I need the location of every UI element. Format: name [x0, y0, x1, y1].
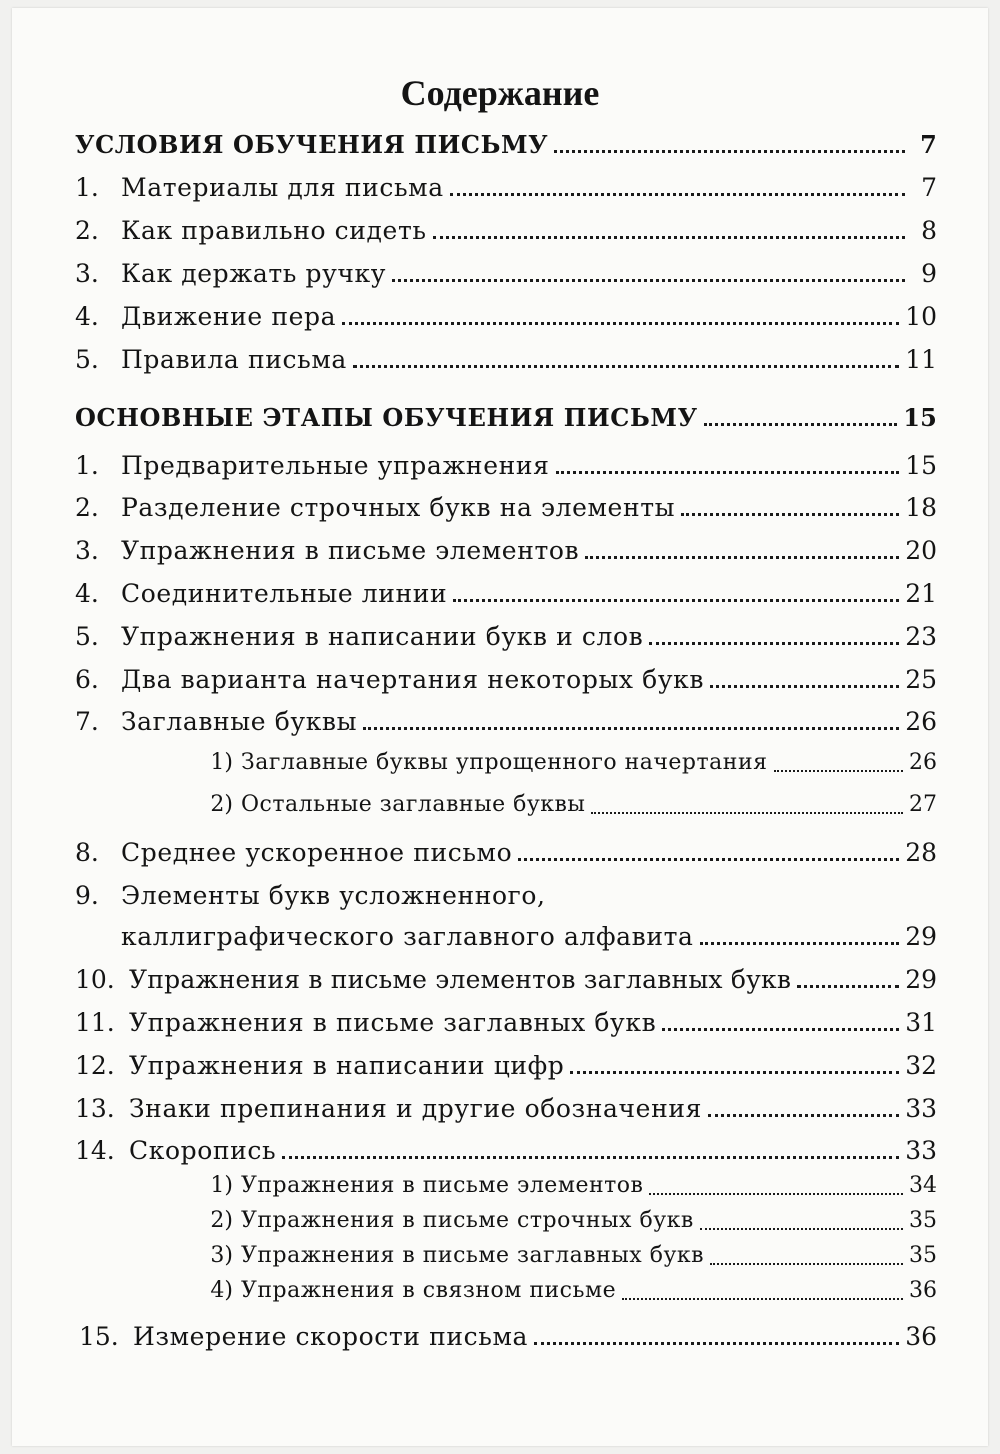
toc-page-number: 35 [909, 1243, 937, 1268]
toc-section-conditions[interactable] [75, 120, 937, 160]
toc-entry-number: 2) [210, 1208, 233, 1233]
toc-entry-number: 5. [75, 345, 99, 374]
toc-page-number: 9 [921, 259, 937, 288]
toc-entry-number: 8. [75, 838, 99, 867]
dot-leader [570, 1071, 899, 1074]
toc-subentry[interactable] [193, 1266, 937, 1306]
toc-entry-label: Заглавные буквы упрощенного начертания [241, 750, 768, 775]
toc-entry-number: 10. [75, 965, 115, 994]
toc-entry-number: 1. [75, 173, 99, 202]
toc-entry-label: УСЛОВИЯ ОБУЧЕНИЯ ПИСЬМУ [75, 130, 549, 159]
toc-entry-label: Измерение скорости письма [133, 1322, 529, 1351]
toc-entry[interactable] [75, 697, 937, 737]
toc-entry-label: Остальные заглавные буквы [241, 792, 586, 817]
toc-page-number: 10 [905, 302, 937, 331]
toc-entry-number: 4. [75, 579, 99, 608]
toc-entry-continuation[interactable] [75, 912, 937, 952]
toc-page-number: 27 [909, 792, 937, 817]
toc-entry-label: ОСНОВНЫЕ ЭТАПЫ ОБУЧЕНИЯ ПИСЬМУ [75, 403, 698, 432]
toc-entry-number: 11. [75, 1008, 115, 1037]
dot-leader [433, 236, 905, 239]
toc-page-number: 31 [905, 1008, 937, 1037]
toc-page-number: 8 [921, 216, 937, 245]
page-title: Содержание [400, 73, 600, 113]
toc-entry-label: Упражнения в письме заглавных букв [129, 1008, 657, 1037]
toc-entry[interactable] [75, 612, 937, 652]
toc-entry[interactable] [75, 163, 937, 203]
toc-entry-number: 14. [75, 1136, 115, 1165]
toc-entry[interactable] [75, 828, 937, 868]
toc-section-main-stages[interactable] [75, 393, 937, 433]
toc-page-number: 7 [920, 130, 937, 159]
dot-leader [556, 471, 900, 474]
toc-entry-number: 3. [75, 259, 99, 288]
dot-leader [704, 423, 898, 426]
toc-entry[interactable] [75, 1126, 937, 1166]
toc-entry-label: Разделение строчных букв на элементы [121, 493, 676, 522]
toc-entry-number: 1. [75, 451, 99, 480]
dot-leader [708, 1114, 899, 1117]
toc-subentry[interactable] [193, 738, 937, 778]
toc-page-number: 34 [909, 1173, 937, 1198]
toc-page-number: 28 [905, 838, 937, 867]
toc-entry[interactable] [75, 569, 937, 609]
dot-leader [662, 1028, 899, 1031]
toc-page-number: 33 [905, 1136, 937, 1165]
toc-entry-label: Предварительные упражнения [121, 451, 550, 480]
toc-entry-label: Упражнения в письме элементов [241, 1173, 644, 1198]
dot-leader [622, 1298, 903, 1300]
toc-page-number: 23 [905, 622, 937, 651]
toc-entry-number: 9. [75, 881, 99, 910]
toc-entry-number: 15. [79, 1322, 119, 1351]
toc-entry-number: 3. [75, 536, 99, 565]
toc-entry-number: 6. [75, 665, 99, 694]
toc-page-number: 26 [909, 750, 937, 775]
dot-leader [774, 770, 903, 772]
toc-entry[interactable] [75, 441, 937, 481]
dot-leader [353, 365, 899, 368]
toc-entry[interactable] [75, 1041, 937, 1081]
toc-entry-number: 2) [210, 792, 233, 817]
toc-page-number: 15 [903, 403, 937, 432]
toc-entry[interactable] [75, 655, 937, 695]
dot-leader [710, 685, 899, 688]
toc-page-number: 36 [909, 1278, 937, 1303]
toc-entry[interactable] [75, 249, 937, 289]
dot-leader [453, 599, 899, 602]
toc-entry-number: 2. [75, 216, 99, 245]
toc-entry-label: Как держать ручку [121, 259, 387, 288]
toc-entry-label: Упражнения в написании цифр [129, 1051, 565, 1080]
toc-entry-label: Упражнения в письме элементов заглавных букв [129, 965, 792, 994]
toc-entry-number: 5. [75, 622, 99, 651]
toc-page-number: 32 [905, 1051, 937, 1080]
toc-entry-label: Упражнения в написании букв и слов [121, 622, 644, 651]
toc-entry-label: каллиграфического заглавного алфавита [121, 922, 694, 951]
toc-entry-label: Элементы букв усложненного, [121, 881, 546, 910]
toc-subentry[interactable] [193, 1161, 937, 1201]
dot-leader [710, 1263, 903, 1265]
dot-leader [649, 1193, 903, 1195]
toc-entry-number: 3) [210, 1243, 233, 1268]
toc-page-number: 11 [905, 345, 937, 374]
toc-entry-number: 2. [75, 493, 99, 522]
toc-page-number: 25 [905, 665, 937, 694]
toc-entry-number: 4. [75, 302, 99, 331]
toc-subentry[interactable] [193, 1231, 937, 1271]
toc-entry-number: 1) [210, 750, 233, 775]
dot-leader [282, 1156, 899, 1159]
toc-entry[interactable] [75, 292, 937, 332]
toc-page-number: 35 [909, 1208, 937, 1233]
toc-entry-label: Два варианта начертания некоторых букв [121, 665, 705, 694]
toc-entry-label: Как правильно сидеть [121, 216, 427, 245]
dot-leader [585, 556, 899, 559]
dot-leader [591, 812, 903, 814]
toc-entry-label: Материалы для письма [121, 173, 444, 202]
toc-entry[interactable] [75, 335, 937, 375]
dot-leader [518, 858, 899, 861]
toc-entry-label: Скоропись [129, 1136, 277, 1165]
toc-entry-label: Упражнения в письме заглавных букв [241, 1243, 705, 1268]
dot-leader [392, 279, 905, 282]
toc-entry-label: Упражнения в связном письме [241, 1278, 617, 1303]
dot-leader [363, 727, 899, 730]
dot-leader [450, 193, 905, 196]
toc-entry-first-line[interactable] [75, 871, 937, 911]
toc-entry[interactable] [75, 206, 937, 246]
toc-entry-number: 4) [210, 1278, 233, 1303]
toc-entry[interactable] [75, 526, 937, 566]
dot-leader [649, 642, 899, 645]
toc-entry-label: Знаки препинания и другие обозначения [129, 1094, 702, 1123]
toc-entry-label: Движение пера [121, 302, 337, 331]
toc-entry-label: Среднее ускоренное письмо [121, 838, 513, 867]
toc-page-number: 7 [921, 173, 937, 202]
toc-subentry[interactable] [193, 1196, 937, 1236]
dot-leader [534, 1342, 899, 1345]
toc-entry-label: Упражнения в письме строчных букв [241, 1208, 694, 1233]
toc-entry[interactable] [75, 998, 937, 1038]
toc-subentry[interactable] [193, 780, 937, 820]
dot-leader [681, 513, 899, 516]
toc-page-number: 20 [905, 536, 937, 565]
toc-entry-number: 1) [210, 1173, 233, 1198]
toc-page-number: 29 [905, 965, 937, 994]
toc-entry-number: 13. [75, 1094, 115, 1123]
toc-entry-label: Правила письма [121, 345, 347, 374]
toc-entry-number: 12. [75, 1051, 115, 1080]
toc-entry-label: Заглавные буквы [121, 707, 358, 736]
toc-entry[interactable] [75, 483, 937, 523]
toc-page-number: 36 [905, 1322, 937, 1351]
toc-page-number: 18 [905, 493, 937, 522]
dot-leader [554, 150, 905, 153]
toc-entry-label: Упражнения в письме элементов [121, 536, 580, 565]
toc-entry-number: 7. [75, 707, 99, 736]
toc-page-number: 15 [905, 451, 937, 480]
toc-page-number: 21 [905, 579, 937, 608]
toc-page-number: 29 [905, 922, 937, 951]
toc-entry[interactable] [75, 955, 937, 995]
dot-leader [700, 942, 900, 945]
toc-entry-label: Соединительные линии [121, 579, 448, 608]
dot-leader [700, 1228, 903, 1230]
toc-entry[interactable] [79, 1312, 937, 1352]
dot-leader [342, 322, 899, 325]
toc-page-number: 26 [905, 707, 937, 736]
toc-page-number: 33 [905, 1094, 937, 1123]
toc-entry[interactable] [75, 1084, 937, 1124]
dot-leader [797, 985, 899, 988]
